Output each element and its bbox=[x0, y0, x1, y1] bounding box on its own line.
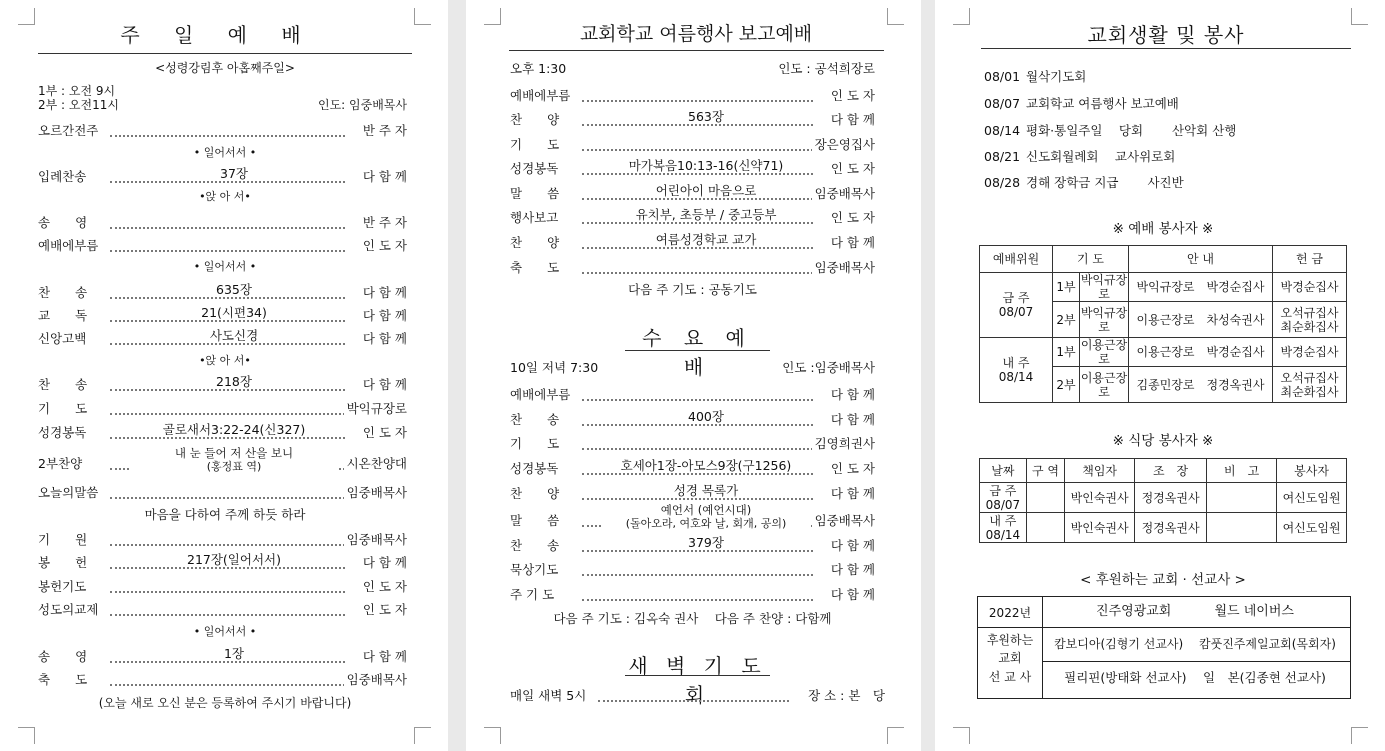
header-cell: 날짜 bbox=[980, 459, 1027, 483]
program-detail bbox=[602, 110, 810, 123]
dot-leader bbox=[110, 670, 345, 686]
program-row bbox=[38, 121, 407, 137]
dot-leader bbox=[110, 577, 345, 593]
week-label: 금 주 bbox=[989, 483, 1017, 498]
program-detail-text: 호세아1장-아모스9장(구1256) bbox=[620, 458, 792, 473]
program-detail bbox=[602, 159, 810, 172]
program-row bbox=[38, 375, 407, 391]
lead-cell: 박인숙권사 bbox=[1065, 513, 1135, 543]
program-label: 봉 헌 bbox=[38, 555, 88, 570]
event-text: 월삭기도회 bbox=[1026, 69, 1087, 84]
next-prayer: 다음 주 기도 : 공동기도 bbox=[628, 282, 757, 297]
program-person: 임중배목사 bbox=[344, 483, 407, 501]
program-detail-text: 골로새서3:22-24(신327) bbox=[162, 422, 306, 437]
program-row bbox=[38, 236, 407, 252]
program-label: 찬 양 bbox=[510, 486, 560, 501]
program-person: 박익규장로 bbox=[344, 399, 407, 417]
dot-leader bbox=[582, 434, 813, 450]
dot-leader bbox=[110, 121, 345, 137]
program-detail-text: (돌아오라, 여호와 날, 회개, 공의) bbox=[625, 517, 787, 530]
program-person: 인 도 자 bbox=[828, 459, 875, 477]
program-detail-text: 218장 bbox=[216, 374, 252, 389]
usher-cell: 박익규장로 박경순집사 bbox=[1129, 273, 1273, 302]
program-label: 성경봉독 bbox=[38, 425, 87, 440]
crop-mark bbox=[953, 727, 970, 744]
divider bbox=[1042, 627, 1350, 628]
dot-leader bbox=[110, 236, 345, 252]
district-cell bbox=[1026, 513, 1064, 543]
dawn-row bbox=[510, 686, 885, 702]
program-person: 인 도 자 bbox=[360, 423, 407, 441]
program-label: 기 도 bbox=[38, 401, 88, 416]
program-label: 찬 양 bbox=[510, 112, 560, 127]
dawn-place: 장 소 : 본 당 bbox=[805, 686, 885, 704]
crop-mark bbox=[484, 727, 501, 744]
stand-note: • 일어서서 • bbox=[193, 146, 257, 159]
program-detail-text: 예언서 (예언시대) bbox=[660, 503, 752, 517]
week-label: 내 주 bbox=[1002, 356, 1030, 370]
supported-churches: 진주영광교회 월드 네이버스 bbox=[1096, 604, 1294, 619]
program-person: 인 도 자 bbox=[360, 577, 407, 595]
program-person: 김영희권사 bbox=[812, 434, 875, 452]
program-row bbox=[510, 184, 875, 200]
program-row bbox=[510, 86, 875, 102]
sit-note: •앉 아 서• bbox=[199, 190, 251, 203]
week-date: 08/07 bbox=[998, 305, 1034, 319]
date-cell bbox=[980, 483, 1027, 513]
prayer-cell: 이용근장로 bbox=[1080, 367, 1129, 403]
program-detail-text: 내 눈 들어 저 산을 보니 bbox=[174, 446, 294, 460]
program-person: 다 함 께 bbox=[828, 585, 875, 603]
page-title: 교회생활 및 봉사 bbox=[1087, 23, 1245, 47]
event-item bbox=[984, 97, 1179, 111]
program-person: 인 도 자 bbox=[360, 600, 407, 618]
crop-mark bbox=[1351, 8, 1368, 25]
page-summer-report bbox=[466, 0, 921, 751]
support-label: 선 교 사 bbox=[988, 670, 1032, 684]
title-rule bbox=[981, 48, 1351, 49]
usher-cell: 이용근장로 박경순집사 bbox=[1129, 338, 1273, 367]
program-detail-text: 성경 목록가 bbox=[673, 483, 739, 498]
program-person: 임중배목사 bbox=[812, 511, 875, 529]
support-label: 후원하는 bbox=[986, 633, 1034, 647]
support-title: < 후원하는 교회 · 선교사 > bbox=[1080, 572, 1246, 588]
program-row bbox=[510, 536, 875, 552]
program-row bbox=[510, 159, 875, 175]
dot-leader bbox=[110, 399, 345, 415]
captain-cell: 정경옥권사 bbox=[1135, 513, 1207, 543]
page-church-life bbox=[935, 0, 1385, 751]
dining-volunteers-table bbox=[979, 458, 1347, 543]
program-person: 인 도 자 bbox=[828, 86, 875, 104]
crop-mark bbox=[414, 8, 431, 25]
program-label: 송 영 bbox=[38, 649, 88, 664]
program-person: 다 함 께 bbox=[360, 647, 407, 665]
offering-name: 최순화집사 bbox=[1280, 319, 1339, 334]
crop-mark bbox=[1351, 727, 1368, 744]
program-row bbox=[38, 647, 407, 663]
program-detail bbox=[130, 167, 338, 180]
program-label: 행사보고 bbox=[510, 210, 559, 225]
crop-mark bbox=[18, 8, 35, 25]
program-person: 다 함 께 bbox=[360, 553, 407, 571]
program-person: 임중배목사 bbox=[812, 184, 875, 202]
captain-cell: 정경옥권사 bbox=[1135, 483, 1207, 513]
header-cell: 구 역 bbox=[1026, 459, 1064, 483]
note-cell bbox=[1207, 483, 1277, 513]
dot-leader bbox=[582, 385, 813, 401]
offering-cell: 박경순집사 bbox=[1273, 338, 1347, 367]
program-row bbox=[38, 553, 407, 569]
program-person: 반 주 자 bbox=[360, 121, 407, 139]
program-label: 기 도 bbox=[510, 436, 560, 451]
program-person: 시온찬양대 bbox=[344, 454, 407, 472]
program-detail bbox=[602, 536, 810, 549]
program-row bbox=[510, 503, 875, 530]
program-person: 다 함 께 bbox=[360, 167, 407, 185]
event-item bbox=[984, 150, 1175, 164]
program-detail bbox=[602, 410, 810, 423]
support-year: 2022년 bbox=[988, 606, 1032, 620]
program-row bbox=[510, 410, 875, 426]
program-row bbox=[38, 483, 407, 499]
header-cell: 조 장 bbox=[1135, 459, 1207, 483]
program-label: 축 도 bbox=[510, 260, 560, 275]
wednesday-time: 10일 저녁 7:30 bbox=[510, 360, 599, 375]
event-text: 신도회월례회 교사위로회 bbox=[1026, 149, 1176, 164]
program-detail-text: 사도신경 bbox=[209, 328, 259, 343]
program-detail-text: 1장 bbox=[223, 646, 245, 661]
program-row bbox=[510, 208, 875, 224]
program-row bbox=[510, 110, 875, 126]
note-cell bbox=[1207, 513, 1277, 543]
title-rule bbox=[38, 53, 412, 54]
volunteer-cell: 여신도임원 bbox=[1277, 513, 1347, 543]
program-person: 다 함 께 bbox=[360, 306, 407, 324]
event-date: 08/01 bbox=[984, 69, 1021, 84]
offering-name: 오석규집사 bbox=[1280, 305, 1339, 320]
service-time: 오후 1:30 bbox=[510, 61, 567, 76]
week-label: 금 주 bbox=[1002, 291, 1030, 305]
program-label: 찬 송 bbox=[510, 412, 560, 427]
event-item bbox=[984, 70, 1086, 84]
program-person: 임중배목사 bbox=[344, 530, 407, 548]
program-label: 기 원 bbox=[38, 532, 88, 547]
header-cell: 안 내 bbox=[1129, 246, 1273, 273]
program-detail bbox=[130, 329, 338, 342]
program-label: 신앙고백 bbox=[38, 331, 87, 346]
program-person: 다 함 께 bbox=[828, 233, 875, 251]
program-row bbox=[38, 670, 407, 686]
program-label: 찬 송 bbox=[38, 377, 88, 392]
program-detail-text: (홍정표 역) bbox=[206, 460, 262, 473]
program-detail bbox=[602, 184, 810, 197]
dot-leader bbox=[582, 135, 813, 151]
program-detail bbox=[602, 504, 810, 530]
program-person: 다 함 께 bbox=[828, 110, 875, 128]
offering-name: 최순화집사 bbox=[1280, 384, 1339, 399]
footer-note: (오늘 새로 오신 분은 등록하여 주시기 바랍니다) bbox=[98, 696, 352, 710]
dawn-rule bbox=[625, 675, 770, 676]
program-person: 다 함 께 bbox=[828, 560, 875, 578]
service-time-2: 2부 : 오전11시 bbox=[38, 98, 119, 112]
program-detail bbox=[602, 484, 810, 497]
crop-mark bbox=[887, 727, 904, 744]
dot-leader bbox=[110, 213, 345, 229]
program-label: 2부찬양 bbox=[38, 456, 83, 471]
header-cell: 기 도 bbox=[1053, 246, 1129, 273]
program-detail-text: 여름성경학교 교가 bbox=[655, 232, 757, 247]
program-row bbox=[510, 459, 875, 475]
supported-missionaries: 필리핀(방태화 선교사) 일 본(김종현 선교사) bbox=[1064, 670, 1326, 685]
program-person: 다 함 께 bbox=[828, 484, 875, 502]
program-detail bbox=[602, 233, 810, 246]
program-detail-text: 379장 bbox=[688, 535, 724, 550]
subtitle: <성령강림후 아홉째주일> bbox=[155, 61, 295, 75]
crop-mark bbox=[887, 8, 904, 25]
week-cell bbox=[980, 338, 1053, 403]
program-person: 다 함 께 bbox=[360, 375, 407, 393]
program-row bbox=[38, 306, 407, 322]
program-label: 교 독 bbox=[38, 308, 88, 323]
part-cell: 1부 bbox=[1053, 338, 1080, 367]
header-cell: 헌 금 bbox=[1273, 246, 1347, 273]
crop-mark bbox=[18, 727, 35, 744]
program-person: 다 함 께 bbox=[828, 536, 875, 554]
volunteer-cell: 여신도임원 bbox=[1277, 483, 1347, 513]
program-person: 임중배목사 bbox=[812, 258, 875, 276]
dot-leader bbox=[598, 686, 789, 702]
program-detail bbox=[130, 647, 338, 660]
program-person: 다 함 께 bbox=[360, 329, 407, 347]
offering-cell bbox=[1273, 367, 1347, 403]
program-detail bbox=[130, 306, 338, 319]
program-label: 성경봉독 bbox=[510, 461, 559, 476]
program-label: 오늘의말씀 bbox=[38, 485, 99, 500]
prayer-cell: 이용근장로 bbox=[1080, 338, 1128, 366]
program-detail-text: 400장 bbox=[688, 409, 724, 424]
program-detail-text: 563장 bbox=[688, 109, 724, 124]
program-label: 기 도 bbox=[510, 137, 560, 152]
wednesday-leader: 인도 :임중배목사 bbox=[782, 360, 875, 375]
event-text: 교회학교 여름행사 보고예배 bbox=[1026, 96, 1179, 111]
stand-note: • 일어서서 • bbox=[193, 625, 257, 638]
program-detail bbox=[130, 553, 338, 566]
program-person: 임중배목사 bbox=[344, 670, 407, 688]
event-date: 08/28 bbox=[984, 175, 1021, 190]
title-rule bbox=[509, 50, 884, 51]
part-cell: 2부 bbox=[1053, 302, 1080, 338]
week-date: 08/14 bbox=[985, 527, 1021, 542]
part-cell: 2부 bbox=[1053, 367, 1080, 403]
program-row bbox=[38, 423, 407, 439]
dining-volunteers-title: ※ 식당 봉사자 ※ bbox=[1112, 433, 1214, 449]
event-date: 08/21 bbox=[984, 149, 1021, 164]
program-label: 봉헌기도 bbox=[38, 579, 87, 594]
prayer-cell: 박익규장로 bbox=[1080, 302, 1129, 338]
program-row bbox=[510, 258, 875, 274]
usher-cell: 이용근장로 차성숙권사 bbox=[1129, 302, 1273, 338]
program-label: 예배에부름 bbox=[510, 88, 571, 103]
program-row bbox=[38, 329, 407, 345]
prayer-cell: 박익규장로 bbox=[1080, 273, 1128, 301]
event-item bbox=[984, 124, 1236, 138]
support-box bbox=[977, 596, 1351, 699]
divider bbox=[1042, 661, 1350, 662]
supported-missionaries: 캄보디아(김형기 선교사) 캄풋진주제일교회(목회자) bbox=[1054, 637, 1336, 651]
program-detail bbox=[130, 375, 338, 388]
program-detail bbox=[602, 208, 810, 221]
program-detail-text: 마가복음10:13-16(신약71) bbox=[628, 158, 784, 173]
page-title: 교회학교 여름행사 보고예배 bbox=[579, 23, 813, 45]
dot-leader bbox=[582, 560, 813, 576]
program-label: 성경봉독 bbox=[510, 161, 559, 176]
program-label: 축 도 bbox=[38, 672, 88, 687]
program-row bbox=[38, 530, 407, 546]
support-label: 교회 bbox=[998, 651, 1022, 665]
wednesday-rule bbox=[625, 350, 770, 351]
leader: 인도: 임중배목사 bbox=[317, 98, 407, 112]
program-person: 장은영집사 bbox=[812, 135, 875, 153]
event-date: 08/07 bbox=[984, 96, 1021, 111]
program-person: 다 함 께 bbox=[360, 283, 407, 301]
program-row bbox=[38, 213, 407, 229]
dawn-title: 새 벽 기 도 회 bbox=[628, 654, 767, 707]
program-label: 찬 송 bbox=[38, 285, 88, 300]
program-row bbox=[510, 385, 875, 401]
service-time-1: 1부 : 오전 9시 bbox=[38, 84, 116, 98]
dot-leader bbox=[110, 483, 345, 499]
program-label: 입례찬송 bbox=[38, 169, 87, 184]
program-person: 인 도 자 bbox=[360, 236, 407, 254]
dot-leader bbox=[582, 86, 813, 102]
program-row bbox=[510, 484, 875, 500]
dot-leader bbox=[582, 585, 813, 601]
program-person: 다 함 께 bbox=[828, 410, 875, 428]
program-label: 성도의교제 bbox=[38, 602, 99, 617]
program-person: 다 함 께 bbox=[828, 385, 875, 403]
program-label: 찬 송 bbox=[510, 538, 560, 553]
program-label: 말 씀 bbox=[510, 513, 560, 528]
dot-leader bbox=[110, 530, 345, 546]
program-row bbox=[38, 446, 407, 473]
wednesday-title: 수 요 예 배 bbox=[642, 326, 753, 379]
program-row bbox=[38, 577, 407, 593]
program-person: 인 도 자 bbox=[828, 159, 875, 177]
header-cell: 책임자 bbox=[1065, 459, 1135, 483]
program-label: 찬 양 bbox=[510, 235, 560, 250]
dot-leader bbox=[110, 600, 345, 616]
divider bbox=[978, 627, 1042, 628]
week-date: 08/07 bbox=[985, 497, 1021, 512]
program-detail-text: 어린아이 마음으로 bbox=[655, 183, 757, 198]
wednesday-next: 다음 주 기도 : 김옥숙 권사 다음 주 찬양 : 다함께 bbox=[553, 611, 832, 626]
district-cell bbox=[1026, 483, 1064, 513]
page-title: 주 일 예 배 bbox=[120, 23, 315, 47]
header-cell: 비 고 bbox=[1207, 459, 1277, 483]
program-label: 말 씀 bbox=[510, 186, 560, 201]
offering-cell: 박경순집사 bbox=[1273, 273, 1347, 302]
program-label: 예배에부름 bbox=[510, 387, 571, 402]
event-text: 경해 장학금 지급 사진반 bbox=[1026, 175, 1184, 190]
program-row bbox=[38, 283, 407, 299]
program-detail bbox=[130, 283, 338, 296]
week-cell bbox=[980, 273, 1053, 338]
program-row bbox=[38, 600, 407, 616]
part-cell: 1부 bbox=[1053, 273, 1080, 302]
program-row bbox=[38, 167, 407, 183]
program-person: 인 도 자 bbox=[828, 208, 875, 226]
program-person: 반 주 자 bbox=[360, 213, 407, 231]
event-text: 평화·통일주일 당회 산악회 산행 bbox=[1026, 123, 1237, 138]
program-label: 오르간전주 bbox=[38, 123, 99, 138]
leader: 인도 : 공석희장로 bbox=[778, 61, 875, 76]
program-row bbox=[510, 233, 875, 249]
lead-cell: 박인숙권사 bbox=[1065, 483, 1135, 513]
week-label: 내 주 bbox=[989, 513, 1017, 528]
program-row bbox=[510, 560, 875, 576]
event-item bbox=[984, 176, 1184, 190]
service-volunteers-title: ※ 예배 봉사자 ※ bbox=[1112, 221, 1214, 237]
event-date: 08/14 bbox=[984, 123, 1021, 138]
program-row bbox=[510, 135, 875, 151]
sermon-title: 마음을 다하여 주께 하듯 하라 bbox=[144, 507, 306, 522]
program-row bbox=[38, 399, 407, 415]
usher-cell: 김종민장로 정경옥권사 bbox=[1129, 367, 1273, 403]
program-detail-text: 217장(일어서서) bbox=[187, 552, 281, 567]
crop-mark bbox=[414, 727, 431, 744]
program-detail-text: 21(시편34) bbox=[201, 305, 267, 320]
program-label: 묵상기도 bbox=[510, 562, 559, 577]
dawn-time: 매일 새벽 5시 bbox=[510, 688, 587, 703]
program-detail bbox=[130, 447, 338, 473]
header-cell: 봉사자 bbox=[1277, 459, 1347, 483]
week-date: 08/14 bbox=[998, 370, 1034, 384]
stand-note: • 일어서서 • bbox=[193, 260, 257, 273]
dot-leader bbox=[582, 258, 813, 274]
program-label: 주 기 도 bbox=[510, 587, 555, 602]
crop-mark bbox=[953, 8, 970, 25]
program-detail-text: 37장 bbox=[220, 166, 248, 181]
page-sunday-worship bbox=[0, 0, 448, 751]
crop-mark bbox=[484, 8, 501, 25]
offering-name: 오석규집사 bbox=[1280, 370, 1339, 385]
program-row bbox=[510, 585, 875, 601]
header-cell: 예배위원 bbox=[980, 246, 1053, 273]
date-cell bbox=[980, 513, 1027, 543]
program-label: 송 영 bbox=[38, 215, 88, 230]
sit-note: •앉 아 서• bbox=[199, 354, 251, 367]
program-detail-text: 유치부, 초등부 / 중고등부 bbox=[635, 207, 777, 222]
program-label: 예배에부름 bbox=[38, 238, 99, 253]
program-detail bbox=[602, 459, 810, 472]
program-detail-text: 635장 bbox=[216, 282, 252, 297]
program-row bbox=[510, 434, 875, 450]
service-volunteers-table bbox=[979, 245, 1347, 403]
program-detail bbox=[130, 423, 338, 436]
offering-cell bbox=[1273, 302, 1347, 338]
